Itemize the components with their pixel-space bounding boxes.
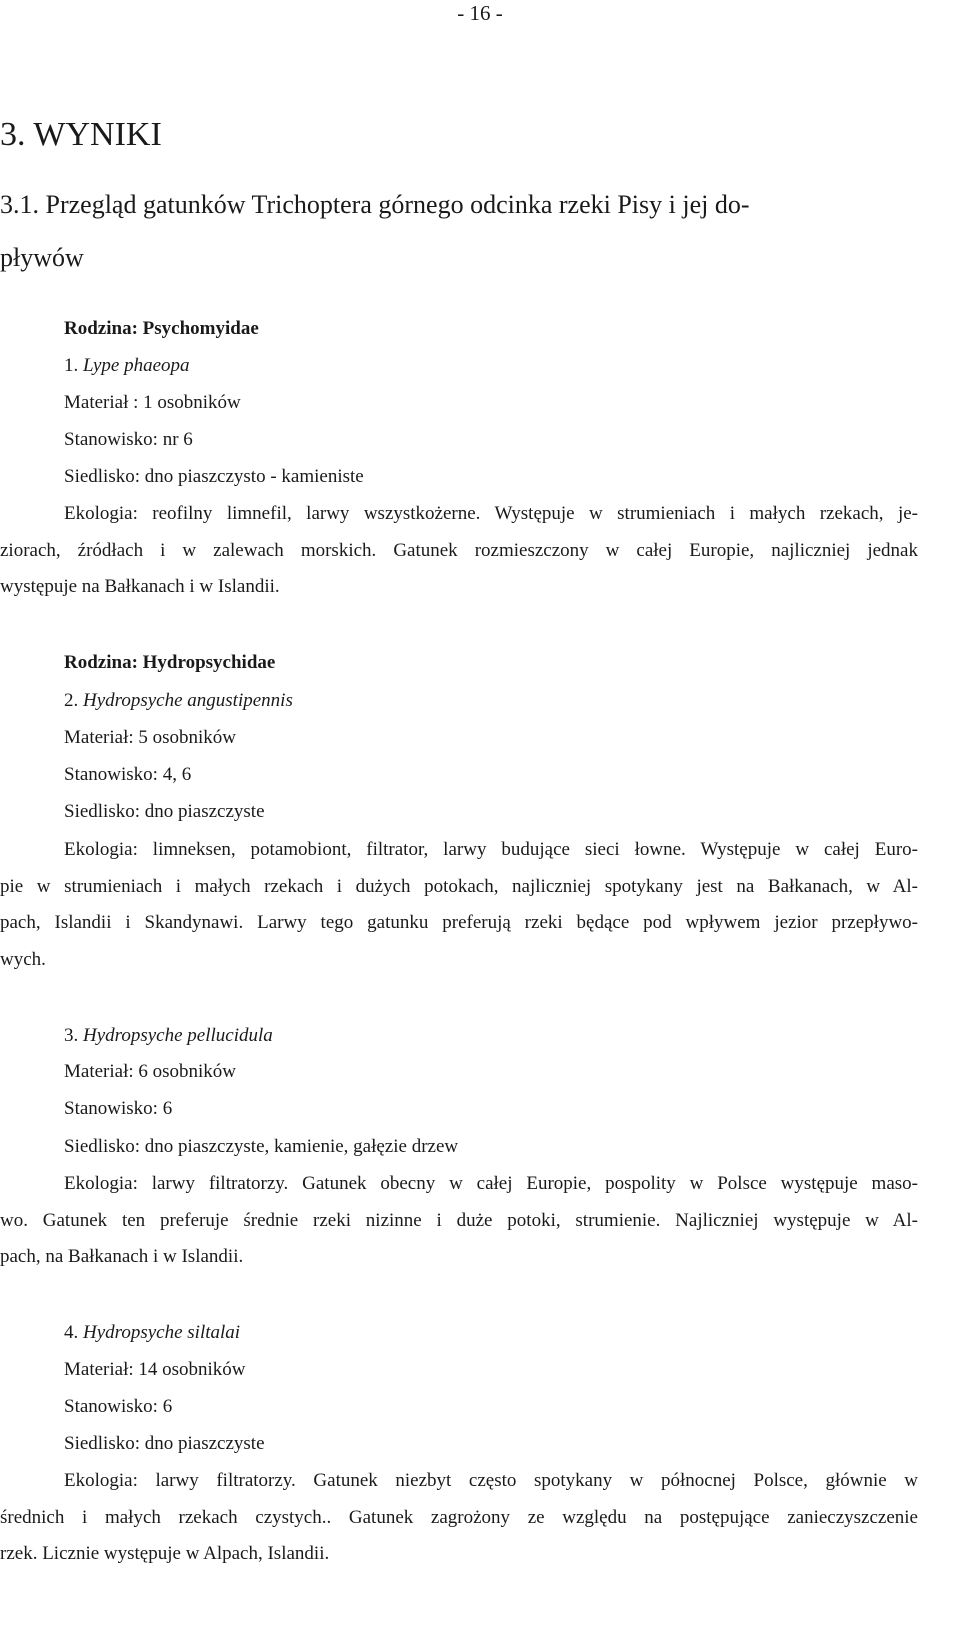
species-station: Stanowisko: 6 — [64, 1396, 173, 1417]
ecology-line: wo. Gatunek ten preferuje średnie rzeki nizinne i duże potoki, strumienie. Najliczniej występuje w Al- — [0, 1209, 918, 1231]
species-habitat: Siedlisko: dno piaszczyste — [64, 801, 265, 822]
species-name: Lype phaeopa — [83, 355, 190, 376]
species-ecology — [0, 503, 918, 613]
ecology-line: wych. — [0, 948, 46, 970]
species-name: Hydropsyche angustipennis — [83, 690, 293, 711]
species-number: 1. — [64, 355, 79, 376]
species-habitat: Siedlisko: dno piaszczyste, kamienie, gałęzie drzew — [64, 1136, 459, 1157]
species-material: Materiał: 5 osobników — [64, 727, 237, 748]
ecology-line: pach, na Bałkanach i w Islandii. — [0, 1246, 244, 1267]
species-number: 4. — [64, 1322, 79, 1343]
ecology-line: Ekologia: limneksen, potamobiont, filtrator, larwy budujące sieci łowne. Występuje w całej Euro- — [64, 839, 918, 860]
ecology-line: pie w strumieniach i małych rzekach i dużych potokach, najliczniej spotykany jest na Bałkanach, w Al- — [0, 875, 918, 897]
species-name: Hydropsyche siltalai — [83, 1322, 241, 1343]
species-name: Hydropsyche pellucidula — [83, 1025, 273, 1046]
section-heading-line-2: pływów — [0, 243, 84, 272]
family-heading-psychomyidae: Rodzina: Psychomyidae — [64, 318, 259, 339]
species-number: 2. — [64, 690, 79, 711]
chapter-heading: 3. WYNIKI — [0, 116, 162, 153]
species-ecology — [0, 1173, 918, 1283]
ecology-line: Ekologia: reofilny limnefil, larwy wszystkożerne. Występuje w strumieniach i małych rzekach, je- — [64, 503, 918, 524]
species-material: Materiał : 1 osobników — [64, 392, 241, 413]
ecology-line: średnich i małych rzekach czystych.. Gatunek zagrożony ze względu na postępujące zanieczyszczenie — [0, 1506, 918, 1528]
ecology-line: pach, Islandii i Skandynawi. Larwy tego gatunku preferują rzeki będące pod wpływem jezior przepływo- — [0, 912, 918, 933]
species-station: Stanowisko: nr 6 — [64, 429, 193, 450]
species-ecology — [0, 839, 918, 985]
species-ecology — [0, 1470, 918, 1580]
ecology-line: rzek. Licznie występuje w Alpach, Islandii. — [0, 1543, 330, 1564]
species-title — [64, 690, 293, 712]
ecology-line: Ekologia: larwy filtratorzy. Gatunek niezbyt często spotykany w północnej Polsce, głównie w — [64, 1470, 918, 1491]
species-station: Stanowisko: 4, 6 — [64, 764, 192, 785]
species-material: Materiał: 14 osobników — [64, 1359, 246, 1380]
species-title — [64, 1322, 240, 1344]
species-habitat: Siedlisko: dno piaszczyste — [64, 1433, 265, 1454]
ecology-line: występuje na Bałkanach i w Islandii. — [0, 576, 280, 597]
page-number: - 16 - — [457, 1, 503, 25]
species-title — [64, 1025, 273, 1047]
species-number: 3. — [64, 1025, 79, 1046]
ecology-line: ziorach, źródłach i w zalewach morskich. Gatunek rozmieszczony w całej Europie, najliczniej jednak — [0, 539, 918, 561]
species-title — [64, 355, 190, 377]
section-heading — [0, 178, 950, 284]
species-habitat: Siedlisko: dno piaszczysto - kamieniste — [64, 466, 364, 487]
species-material: Materiał: 6 osobników — [64, 1061, 237, 1082]
family-heading-hydropsychidae: Rodzina: Hydropsychidae — [64, 652, 276, 673]
section-heading-line-1: 3.1. Przegląd gatunków Trichoptera górnego odcinka rzeki Pisy i jej do- — [0, 190, 750, 219]
species-station: Stanowisko: 6 — [64, 1098, 173, 1119]
ecology-line: Ekologia: larwy filtratorzy. Gatunek obecny w całej Europie, pospolity w Polsce występuje maso- — [64, 1173, 918, 1194]
